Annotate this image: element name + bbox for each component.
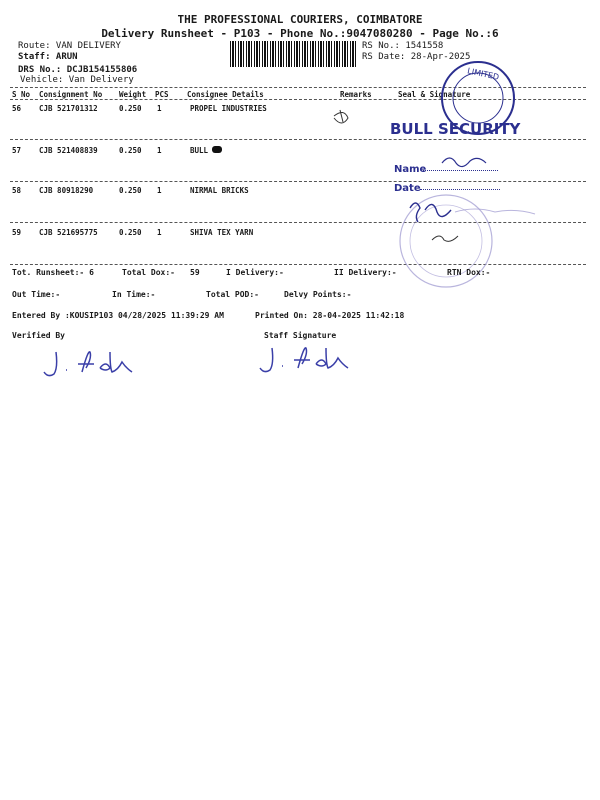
col-sno: S No: [12, 90, 31, 99]
out-time: Out Time:-: [12, 290, 61, 299]
row-consignee: NIRMAL BRICKS: [190, 186, 249, 195]
col-consignment: Consignment No: [39, 90, 103, 99]
row-pcs: 1: [157, 228, 162, 237]
row-weight: 0.250: [119, 228, 142, 237]
stamp-name-line: [423, 170, 498, 171]
staff-label: Staff: ARUN: [18, 52, 78, 62]
route-label: Route: VAN DELIVERY: [18, 41, 121, 51]
drs-number: DRS No.: DCJB154155806: [18, 65, 138, 75]
handwritten-initials: [432, 236, 458, 241]
col-remarks: Remarks: [340, 90, 372, 99]
rtn-dox: RTN Dox:-: [447, 268, 491, 277]
ink-blot: [212, 146, 222, 153]
delvy-points: Delvy Points:-: [284, 290, 352, 299]
seal-signature-overlay: [300, 58, 600, 303]
rs-date: RS Date: 28-Apr-2025: [362, 52, 471, 62]
staff-signature: [258, 342, 378, 378]
row-weight: 0.250: [119, 186, 142, 195]
row-sno: 57: [12, 146, 22, 155]
stamp-ring-text: LIMITED: [466, 66, 500, 82]
total-dox-label: Total Dox:-: [122, 268, 175, 277]
row-sno: 58: [12, 186, 22, 195]
runsheet-subtitle: Delivery Runsheet - P103 - Phone No.:9047080280 - Page No.:6: [101, 27, 499, 40]
row-pcs: 1: [157, 104, 162, 113]
col-pcs: PCS: [155, 90, 169, 99]
col-seal-signature: Seal & Signature: [398, 90, 471, 99]
stamp-name-label: Name: [394, 164, 427, 175]
tot-runsheet: Tot. Runsheet:- 6: [12, 268, 94, 277]
row-consignee: BULL: [190, 146, 209, 155]
row-pcs: 1: [157, 146, 162, 155]
stamp-date-line: [420, 189, 500, 190]
row-pcs: 1: [157, 186, 162, 195]
staff-signature-label: Staff Signature: [264, 331, 337, 340]
ii-delivery: II Delivery:-: [334, 268, 397, 277]
row-weight: 0.250: [119, 104, 142, 113]
verified-signature: [40, 346, 160, 382]
row-consignee: SHIVA TEX YARN: [190, 228, 254, 237]
vehicle-label: Vehicle: Van Delivery: [20, 75, 134, 85]
printed-on: Printed On: 28-04-2025 11:42:18: [255, 311, 405, 320]
total-pod: Total POD:-: [206, 290, 259, 299]
row-consignee: PROPEL INDUSTRIES: [190, 104, 267, 113]
row-consignment: CJB 521695775: [39, 228, 98, 237]
entered-by: Entered By :KOUSIP103 04/28/2025 11:39:29 AM: [12, 311, 224, 320]
row-consignment: CJB 521701312: [39, 104, 98, 113]
col-consignee: Consignee Details: [187, 90, 264, 99]
col-weight: Weight: [119, 90, 147, 99]
row-weight: 0.250: [119, 146, 142, 155]
company-title: THE PROFESSIONAL COURIERS, COIMBATORE: [177, 13, 423, 26]
total-dox-value: 59: [190, 268, 200, 277]
bull-security-stamp: BULL SECURITY: [390, 120, 521, 138]
stamp-date-label: Date: [394, 183, 421, 194]
row-consignment: CJB 521408839: [39, 146, 98, 155]
remarks-scribble: [334, 110, 348, 123]
verified-by-label: Verified By: [12, 331, 65, 340]
row-sno: 56: [12, 104, 22, 113]
in-time: In Time:-: [112, 290, 156, 299]
row-sno: 59: [12, 228, 22, 237]
i-delivery: I Delivery:-: [226, 268, 284, 277]
rs-number: RS No.: 1541558: [362, 41, 444, 51]
row-consignment: CJB 80918290: [39, 186, 94, 195]
